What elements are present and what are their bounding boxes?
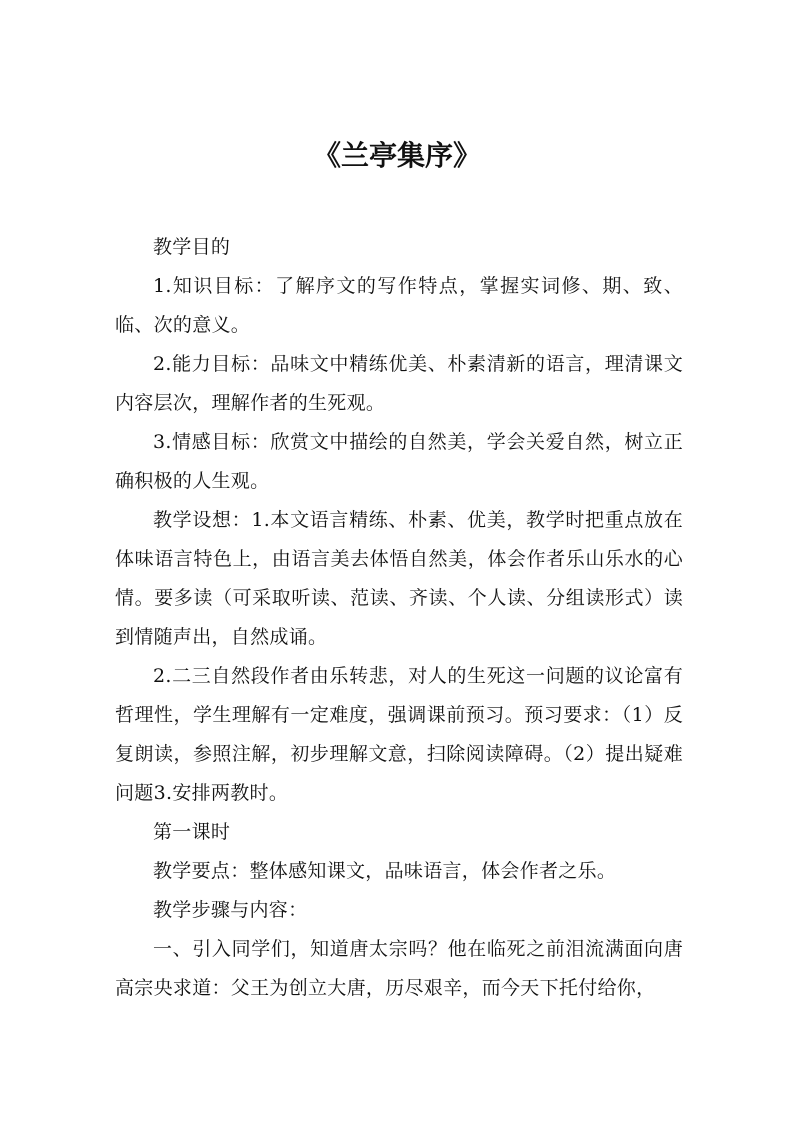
paragraph-teaching-design: 教学设想：1.本文语言精练、朴素、优美，教学时把重点放在体味语言特色上，由语言美去体悟自然美，体会作者乐山乐水的心情。要多读（可采取听读、范读、齐读、个人读、分组读形式）读到情随声出，自然成诵。: [115, 509, 683, 648]
document-body: [115, 228, 683, 1008]
section-heading-teaching-steps: 教学步骤与内容：: [153, 899, 308, 921]
paragraph-introduction: 一、引入同学们，知道唐太宗吗？他在临死之前泪流满面向唐高宗央求道：父王为创立大唐，历尽艰辛，而今天下托付给你，: [115, 938, 683, 999]
paragraph-preview-requirements: 2.二三自然段作者由乐转悲，对人的生死这一问题的议论富有哲理性，学生理解有一定难度，强调课前预习。预习要求：（1）反复朗读，参照注解，初步理解文意，扫除阅读障碍。（2）提出疑难问题3.安排两教时。: [115, 665, 683, 804]
paragraph-knowledge-goal: 1.知识目标：了解序文的写作特点，掌握实词修、期、致、临、次的意义。: [115, 275, 683, 336]
section-heading-teaching-goals: 教学目的: [153, 236, 231, 258]
paragraph-emotion-goal: 3.情感目标：欣赏文中描绘的自然美，学会关爱自然，树立正确积极的人生观。: [115, 431, 683, 492]
document-title: 《兰亭集序》: [312, 139, 481, 172]
paragraph-ability-goal: 2.能力目标：品味文中精练优美、朴素清新的语言，理清课文内容层次，理解作者的生死观。: [115, 353, 683, 414]
section-heading-first-lesson: 第一课时: [153, 821, 231, 843]
paragraph-teaching-points: 教学要点：整体感知课文，品味语言，体会作者之乐。: [153, 860, 617, 882]
